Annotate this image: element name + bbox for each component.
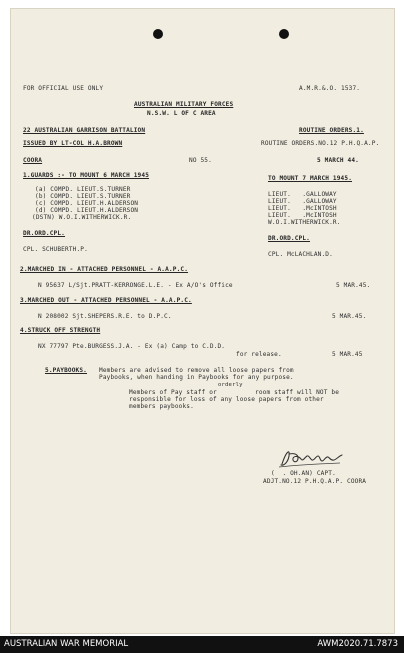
ord-cpl-right: DR.ORD.CPL.: [268, 235, 311, 242]
section-5-line: Paybooks, when handing in Paybooks for any purpose.: [99, 374, 294, 381]
battalion-heading: 22 AUSTRALIAN GARRISON BATTALION: [23, 127, 146, 134]
handwritten-insert: orderly: [218, 382, 243, 388]
order-number: NO 55.: [189, 157, 212, 164]
guards-heading-left: 1.GUARDS :- TO MOUNT 6 MARCH 1945: [23, 172, 150, 179]
cpl-left: CPL. SCHUBERTH.P.: [23, 246, 88, 253]
official-use-marking: FOR OFFICIAL USE ONLY: [23, 85, 104, 92]
section-5-paragraph: responsible for loss of any loose papers from other: [129, 396, 324, 403]
section-3-date: 5 MAR.45.: [332, 313, 367, 320]
archive-reference: AWM2020.71.7873: [317, 639, 398, 649]
guard-entry: LIEUT. .GALLOWAY: [268, 198, 337, 205]
order-date: 5 MARCH 44.: [317, 157, 360, 164]
guard-entry: LIEUT. .McINTOSH: [268, 212, 337, 219]
guard-entry: LIEUT. .GALLOWAY: [268, 191, 337, 198]
document-title: AUSTRALIAN MILITARY FORCES: [134, 101, 234, 108]
document-page: [10, 8, 395, 634]
punch-hole-right: [279, 29, 289, 39]
section-2-heading: 2.MARCHED IN - ATTACHED PERSONNEL - A.A.P.C.: [20, 266, 189, 273]
section-5-paragraph: members paybooks.: [129, 403, 194, 410]
guard-entry: LIEUT. .McINTOSH: [268, 205, 337, 212]
signatory-name: ( . OH.AN) CAPT.: [271, 470, 336, 477]
section-5-paragraph: Members of Pay staff or room staff will NOT be: [129, 389, 340, 396]
routine-orders-heading: ROUTINE ORDERS.1.: [299, 127, 364, 134]
amr-reference: A.M.R.&.O. 1537.: [299, 85, 361, 92]
area-heading: N.S.W. L OF C AREA: [147, 110, 216, 117]
section-5-heading: 5.PAYBOOKS.: [45, 367, 88, 374]
section-3-text: N 208002 Sjt.SHEPERS.R.E. to D.P.C.: [38, 313, 172, 320]
section-4-date: 5 MAR.45: [332, 351, 363, 358]
cpl-right: CPL. McLACHLAN.D.: [268, 251, 333, 258]
guard-entry: (DSTN) W.O.I.WITHERWICK.R.: [32, 214, 132, 221]
section-3-heading: 3.MARCHED OUT - ATTACHED PERSONNEL - A.A.P.C.: [20, 297, 192, 304]
guards-heading-right: TO MOUNT 7 MARCH 1945.: [268, 175, 353, 182]
signatory-title: ADJT.NO.12 P.H.Q.A.P. COORA: [263, 478, 367, 485]
handwritten-signature: [276, 444, 346, 470]
section-2-text: N 95637 L/Sjt.PRATT-KERRONGE.L.E. - Ex A/O's Office: [38, 282, 233, 289]
section-5-line: Members are advised to remove all loose papers from: [99, 367, 294, 374]
location: COORA: [23, 157, 43, 164]
section-4-heading: 4.STRUCK OFF STRENGTH: [20, 327, 101, 334]
guard-entry: (b) COMPD. LIEUT.S.TURNER: [35, 193, 131, 200]
guard-entry: (d) COMPD. LIEUT.H.ALDERSON: [35, 207, 139, 214]
punch-hole-left: [153, 29, 163, 39]
archive-name: AUSTRALIAN WAR MEMORIAL: [4, 639, 129, 649]
archive-footer: [0, 636, 404, 653]
routine-orders-continuation: ROUTINE ORDERS.NO.12 P.H.Q.A.P.: [261, 140, 380, 147]
section-4-text-continued: for release.: [236, 351, 282, 358]
section-2-date: 5 MAR.45.: [336, 282, 371, 289]
ord-cpl-left: DR.ORD.CPL.: [23, 230, 66, 237]
issued-by: ISSUED BY LT-COL H.A.BROWN: [23, 140, 123, 147]
guard-entry: (a) COMPD. LIEUT.S.TURNER: [35, 186, 131, 193]
guard-entry: (c) COMPD. LIEUT.H.ALDERSON: [35, 200, 139, 207]
guard-entry: W.O.I.WITHERWICK.R.: [268, 219, 341, 226]
section-4-text: NX 77797 Pte.BURGESS.J.A. - Ex (a) Camp to C.D.D.: [38, 343, 226, 350]
